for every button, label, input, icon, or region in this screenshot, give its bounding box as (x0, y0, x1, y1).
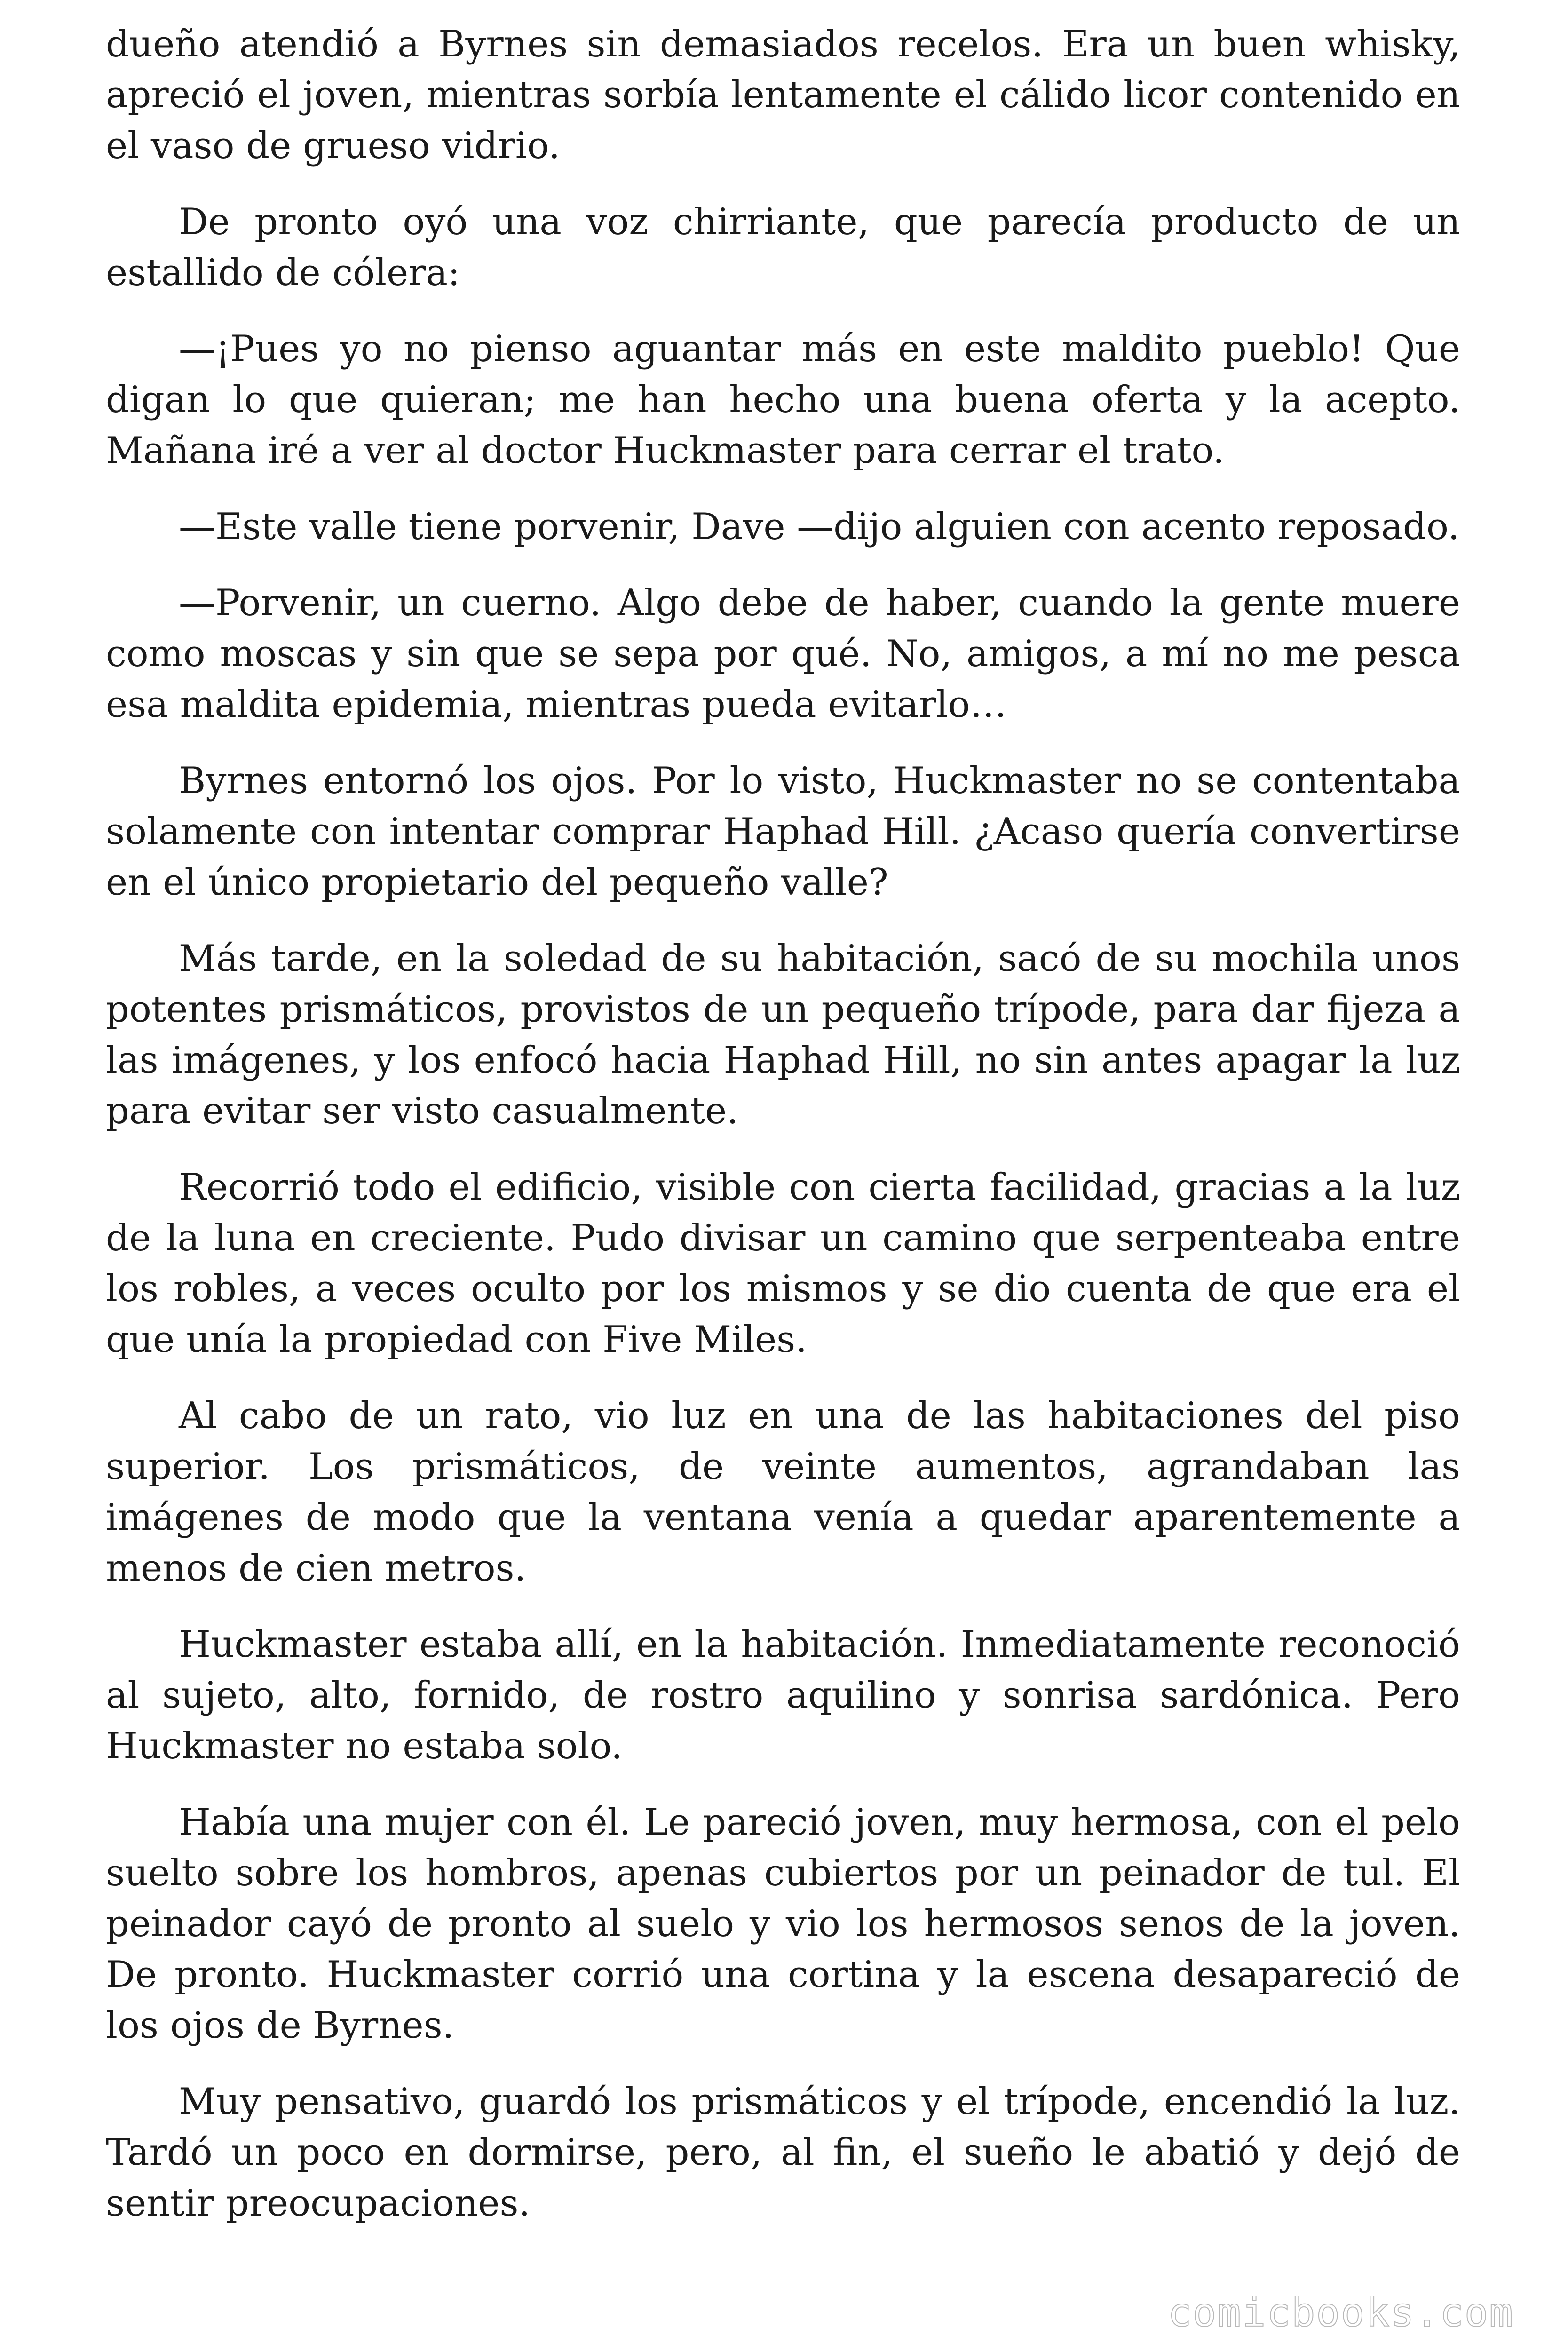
paragraph-10: Huckmaster estaba allí, en la habitación. Inmediatamente reconoció al sujeto, alto, fornido, de rostro aquilino y sonrisa sardónica. Pero Huckmaster no estaba solo. (106, 1623, 1460, 1767)
paragraph-8: Recorrió todo el edificio, visible con cierta facilidad, gracias a la luz de la luna en creciente. Pudo divisar un camino que serpenteaba entre los robles, a veces oculto por los mismos y se dio cuenta de que era el que unía la propiedad con Five Miles. (106, 1166, 1460, 1361)
paragraph-7: Más tarde, en la soledad de su habitación, sacó de su mochila unos potentes prismáticos, provistos de un pequeño trípode, para dar fijeza a las imágenes, y los enfocó hacia Haphad Hill, no sin antes apagar la luz para evitar ser visto casualmente. (106, 938, 1460, 1132)
paragraph-2: De pronto oyó una voz chirriante, que parecía producto de un estallido de cólera: (106, 201, 1460, 294)
watermark: comicbooks.com (1167, 2289, 1514, 2336)
paragraph-5: —Porvenir, un cuerno. Algo debe de haber, cuando la gente muere como moscas y sin que se sepa por qué. No, amigos, a mí no me pesca esa maldita epidemia, mientras pueda evitarlo… (106, 582, 1460, 726)
paragraph-11: Había una mujer con él. Le pareció joven, muy hermosa, con el pelo suelto sobre los hombros, apenas cubiertos por un peinador de tul. El peinador cayó de pronto al suelo y vio los hermosos senos de la joven. De pronto. Huckmaster corrió una cortina y la escena desapareció de los ojos de Byrnes. (106, 1801, 1460, 2047)
paragraph-4: —Este valle tiene porvenir, Dave —dijo alguien con acento reposado. (179, 506, 1460, 548)
paragraph-3: —¡Pues yo no pienso aguantar más en este maldito pueblo! Que digan lo que quieran; me han hecho una buena oferta y la acepto. Mañana iré a ver al doctor Huckmaster para cerrar el trato. (106, 328, 1460, 472)
paragraph-12: Muy pensativo, guardó los prismáticos y el trípode, encendió la luz. Tardó un poco en dormirse, pero, al fin, el sueño le abatió y dejó de sentir preocupaciones. (106, 2081, 1460, 2225)
paragraph-1: dueño atendió a Byrnes sin demasiados recelos. Era un buen whisky, apreció el joven, mientras sorbía lentamente el cálido licor contenido en el vaso de grueso vidrio. (106, 23, 1460, 167)
page-body (106, 19, 1460, 2254)
paragraph-9: Al cabo de un rato, vio luz en una de las habitaciones del piso superior. Los prismáticos, de veinte aumentos, agrandaban las imágenes de modo que la ventana venía a quedar aparentemente a menos de cien metros. (106, 1395, 1460, 1589)
paragraph-6: Byrnes entornó los ojos. Por lo visto, Huckmaster no se contentaba solamente con intentar comprar Haphad Hill. ¿Acaso quería convertirse en el único propietario del pequeño valle? (106, 760, 1460, 904)
